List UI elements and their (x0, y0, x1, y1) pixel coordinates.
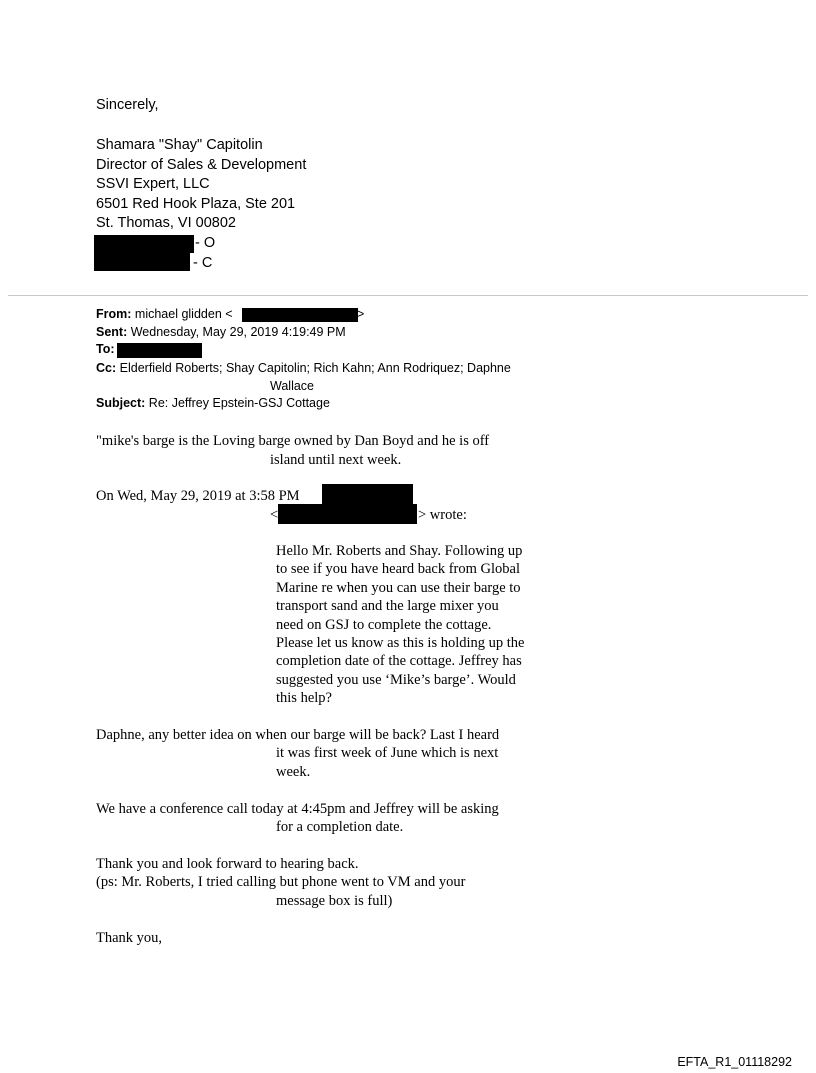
from-value: michael glidden < (134, 307, 233, 321)
cc-value-continued: Wallace (270, 378, 314, 393)
signature-company: SSVI Expert, LLC (96, 176, 210, 193)
signature-phone-office: - O (195, 235, 216, 251)
quoted-line: completion date of the cottage. Jeffrey has (276, 653, 522, 670)
conference-paragraph: for a completion date. (276, 819, 404, 836)
signature-address-line2: St. Thomas, VI 00802 (96, 215, 236, 232)
from-label: From: (96, 307, 132, 321)
quote-intro: On Wed, May 29, 2019 at 3:58 PM (96, 488, 300, 504)
body-closing: Thank you, (96, 930, 163, 946)
header-subject (96, 395, 330, 413)
header-cc (96, 360, 511, 378)
redaction-box (242, 308, 358, 322)
quoted-line: need on GSJ to complete the cottage. (276, 616, 492, 633)
quoted-line: Please let us know as this is holding up the (276, 635, 525, 651)
reply-line: "mike's barge is the Loving barge owned by Dan Boyd and he is off (96, 433, 490, 449)
signature-phone-cell: - C (193, 254, 213, 271)
reply-line: island until next week. (270, 451, 402, 468)
thanks-paragraph: message box is full) (276, 892, 393, 909)
message-divider (8, 295, 808, 296)
to-label: To: (96, 342, 115, 356)
header-sent (96, 324, 346, 342)
document-id: EFTA_R1_01118292 (677, 1055, 792, 1069)
quote-wrote: > wrote: (418, 506, 467, 523)
signature-address-line1: 6501 Red Hook Plaza, Ste 201 (96, 195, 296, 212)
subject-label: Subject: (96, 396, 146, 410)
quoted-line: this help? (276, 690, 332, 707)
sent-value: Wednesday, May 29, 2019 4:19:49 PM (130, 324, 346, 339)
quoted-line: suggested you use ‘Mike’s barge’. Would (276, 671, 516, 688)
daphne-paragraph: Daphne, any better idea on when our barge will be back? Last I heard (96, 727, 500, 743)
redaction-box (278, 504, 417, 524)
signature-title: Director of Sales & Development (96, 156, 307, 173)
quoted-line: transport sand and the large mixer you (276, 598, 499, 615)
header-from (96, 306, 233, 324)
redaction-box (94, 235, 194, 253)
cc-value: Elderfield Roberts; Shay Capitolin; Rich Kahn; Ann Rodriquez; Daphne (119, 361, 511, 375)
quote-lt: < (270, 506, 279, 523)
redaction-box (322, 484, 413, 505)
from-close: > (357, 307, 365, 321)
signature-closing: Sincerely, (96, 97, 159, 113)
thanks-paragraph: (ps: Mr. Roberts, I tried calling but phone went to VM and your (96, 874, 466, 891)
conference-paragraph: We have a conference call today at 4:45pm and Jeffrey will be asking (96, 801, 499, 817)
daphne-paragraph: it was first week of June which is next (276, 745, 499, 762)
redaction-box (117, 343, 202, 358)
header-to (96, 341, 115, 359)
signature-name: Shamara "Shay" Capitolin (96, 137, 263, 153)
quoted-line: Hello Mr. Roberts and Shay. Following up (276, 543, 523, 559)
quoted-line: Marine re when you can use their barge to (276, 579, 521, 596)
sent-label: Sent: (96, 324, 128, 339)
subject-value: Re: Jeffrey Epstein-GSJ Cottage (148, 396, 330, 410)
daphne-paragraph: week. (276, 763, 311, 780)
thanks-paragraph: Thank you and look forward to hearing back. (96, 856, 359, 872)
cc-label: Cc: (96, 361, 117, 375)
quoted-line: to see if you have heard back from Global (276, 561, 520, 578)
redaction-box (94, 253, 190, 271)
